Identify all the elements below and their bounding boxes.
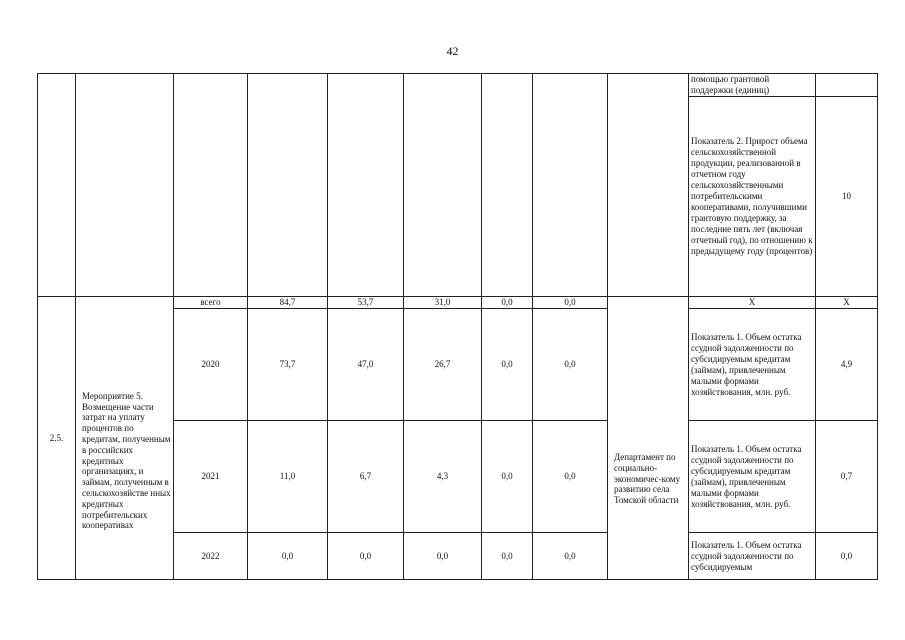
empty-cell xyxy=(174,74,248,297)
empty-cell xyxy=(328,74,404,297)
federal-cell: 0,0 xyxy=(328,533,404,580)
local-cell: 0,0 xyxy=(482,297,533,309)
measure-name: Мероприятие 5. Возмещение части затрат на уплату процентов по кредитам, полученным в российских кредитных организациях, и займам, полученным в сельскохозяйстве нных кредитных потребительских кооперативах xyxy=(76,297,174,580)
indicator-cell: Показатель 1. Объем остатка ссудной задолженности по субсидируемым xyxy=(689,533,816,580)
total-cell: 0,0 xyxy=(248,533,328,580)
regional-cell: 4,3 xyxy=(404,421,482,533)
empty-cell xyxy=(482,74,533,297)
year-cell: 2022 xyxy=(174,533,248,580)
indicator-cell: помощью грантовой поддержки (единиц) xyxy=(689,74,816,97)
indicator-value-cell: 10 xyxy=(816,97,878,297)
federal-cell: 53,7 xyxy=(328,297,404,309)
table-row xyxy=(38,297,878,309)
total-cell: 11,0 xyxy=(248,421,328,533)
empty-cell xyxy=(76,74,174,297)
executor-cell: Департамент по социально-экономичес-кому развитию села Томской области xyxy=(608,297,689,580)
indicator-cell: Показатель 1. Объем остатка ссудной задолженности по субсидируемым кредитам (займам), привлеченным малыми формами хозяйствования, млн. руб. xyxy=(689,421,816,533)
regional-cell: 26,7 xyxy=(404,309,482,421)
empty-cell xyxy=(248,74,328,297)
indicator-cell: Х xyxy=(689,297,816,309)
indicator-value-cell: 0,0 xyxy=(816,533,878,580)
indicator-value-cell: Х xyxy=(816,297,878,309)
federal-cell: 6,7 xyxy=(328,421,404,533)
other-cell: 0,0 xyxy=(533,421,608,533)
indicator-cell: Показатель 1. Объем остатка ссудной задолженности по субсидируемым кредитам (займам), привлеченным малыми формами хозяйствования, млн. руб. xyxy=(689,309,816,421)
indicator-cell: Показатель 2. Прирост объема сельскохозяйственной продукции, реализованной в отчетном году сельскохозяйственными потребительскими кооперативами, получившими грантовую поддержку, за последние пять лет (включая отчетный год), по отношению к предыдущему году (процентов) xyxy=(689,97,816,297)
empty-cell xyxy=(608,74,689,297)
regional-cell: 31,0 xyxy=(404,297,482,309)
indicator-value-cell xyxy=(816,74,878,97)
measure-number: 2.5. xyxy=(38,297,76,580)
empty-cell xyxy=(404,74,482,297)
empty-cell xyxy=(533,74,608,297)
other-cell: 0,0 xyxy=(533,533,608,580)
year-cell: 2021 xyxy=(174,421,248,533)
continuation-row xyxy=(38,74,878,97)
year-cell: всего xyxy=(174,297,248,309)
indicator-value-cell: 0,7 xyxy=(816,421,878,533)
local-cell: 0,0 xyxy=(482,533,533,580)
empty-cell xyxy=(38,74,76,297)
other-cell: 0,0 xyxy=(533,297,608,309)
budget-table xyxy=(37,73,878,580)
federal-cell: 47,0 xyxy=(328,309,404,421)
page-number: 42 xyxy=(446,44,459,58)
other-cell: 0,0 xyxy=(533,309,608,421)
regional-cell: 0,0 xyxy=(404,533,482,580)
indicator-value-cell: 4,9 xyxy=(816,309,878,421)
local-cell: 0,0 xyxy=(482,309,533,421)
total-cell: 84,7 xyxy=(248,297,328,309)
total-cell: 73,7 xyxy=(248,309,328,421)
year-cell: 2020 xyxy=(174,309,248,421)
local-cell: 0,0 xyxy=(482,421,533,533)
